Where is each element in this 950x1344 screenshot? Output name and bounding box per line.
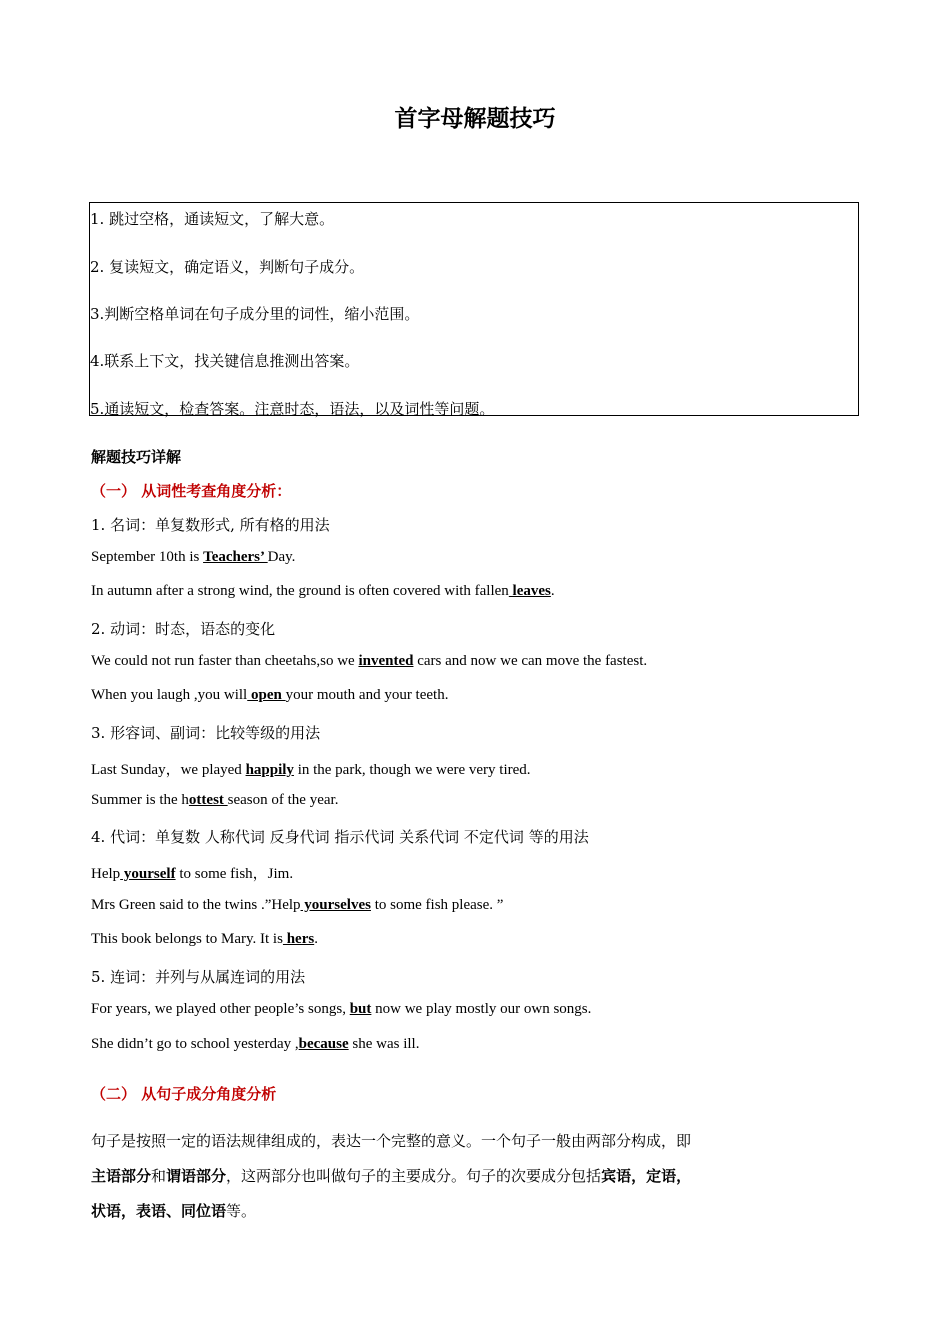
step-1: 1. 跳过空格，通读短文，了解大意。: [90, 210, 335, 228]
pron-example-2: [91, 897, 503, 914]
ex-pre: Mrs Green said to the twins .”Help: [91, 897, 301, 913]
ex-pre: We could not run faster than cheetahs,so we: [91, 653, 359, 669]
verb-example-2: [91, 687, 448, 704]
conj-label: 5. 连词：并列与从属连词的用法: [91, 968, 306, 986]
answer: yourselves: [300, 897, 371, 913]
ex-post: .: [314, 931, 318, 947]
term-predicate: 谓语部分: [166, 1167, 227, 1185]
answer: hers: [282, 931, 315, 947]
steps-box: [89, 202, 859, 416]
noun-label: 1. 名词：单复数形式, 所有格的用法: [91, 516, 330, 534]
ex-pre: For years, we played other people’s songs,: [91, 1001, 350, 1017]
answer: happily: [245, 762, 294, 778]
ex-post: your mouth and your teeth.: [285, 687, 449, 703]
conj-example-1: [91, 1001, 591, 1018]
part2-paragraph-line-1: 句子是按照一定的语法规律组成的，表达一个完整的意义。一个句子一般由两部分构成，即: [91, 1132, 692, 1150]
ex-post: to some fish，Jim.: [175, 866, 294, 882]
term-subject: 主语部分: [91, 1167, 152, 1185]
noun-example-1: [91, 549, 295, 566]
step-2: 2. 复读短文，确定语义，判断句子成分。: [90, 258, 365, 276]
pron-label: 4. 代词：单复数 人称代词 反身代词 指示代词 关系代词 不定代词 等的用法: [91, 828, 589, 846]
term-adverbial-etc: 状语，表语、同位语: [91, 1202, 227, 1220]
text: 等。: [226, 1202, 257, 1220]
ex-post: Day.: [267, 549, 296, 565]
part2-paragraph-line-2: [91, 1165, 691, 1186]
adj-example-2: [91, 792, 338, 809]
answer: leaves: [508, 583, 551, 599]
answer: yourself: [120, 866, 176, 882]
ex-pre: Summer is the h: [91, 792, 189, 808]
ex-post: in the park, though we were very tired.: [293, 762, 531, 778]
ex-post: season of the year.: [227, 792, 339, 808]
adj-label: 3. 形容词、副词：比较等级的用法: [91, 724, 321, 742]
ex-post: .: [550, 583, 555, 599]
answer: but: [349, 1001, 372, 1017]
ex-pre: Help: [91, 866, 121, 882]
ex-pre: Last Sunday，we played: [91, 762, 246, 778]
step-4: 4.联系上下文，找关键信息推测出答案。: [90, 352, 360, 370]
step-5: 5.通读短文，检查答案。注意时态，语法，以及词性等问题。: [90, 400, 495, 418]
text: ，这两部分也叫做句子的主要成分。句子的次要成分包括: [226, 1167, 602, 1185]
term-object-attribute: 宾语，定语，: [601, 1167, 692, 1185]
ex-pre: This book belongs to Mary. It is: [91, 931, 283, 947]
part2-paragraph-line-3: [91, 1200, 256, 1221]
conj-example-2: [91, 1036, 419, 1053]
ex-post: to some fish please. ”: [370, 897, 504, 913]
section-heading: 解题技巧详解: [91, 448, 182, 466]
answer: ottest: [188, 792, 228, 808]
page-title: 首字母解题技巧: [394, 106, 556, 132]
answer: because: [298, 1036, 349, 1052]
answer: open: [247, 687, 286, 703]
answer: invented: [358, 653, 414, 669]
ex-pre: In autumn after a strong wind, the ground is often covered with fallen: [91, 583, 509, 599]
pron-example-3: [91, 931, 318, 948]
ex-post: now we play mostly our own songs.: [371, 1001, 592, 1017]
answer: Teachers’: [203, 549, 268, 565]
verb-example-1: [91, 653, 647, 670]
text: 和: [151, 1167, 167, 1185]
noun-example-2: [91, 583, 555, 600]
verb-label: 2. 动词：时态，语态的变化: [91, 620, 276, 638]
part2-heading: （二） 从句子成分角度分析: [91, 1085, 277, 1103]
ex-pre: September 10th is: [91, 549, 204, 565]
ex-post: cars and now we can move the fastest.: [413, 653, 648, 669]
step-3: 3.判断空格单词在句子成分里的词性，缩小范围。: [90, 305, 420, 323]
ex-post: she was ill.: [348, 1036, 420, 1052]
pron-example-1: [91, 862, 293, 883]
ex-pre: She didn’t go to school yesterday ,: [91, 1036, 299, 1052]
ex-pre: When you laugh ,you will: [91, 687, 248, 703]
part1-heading: （一） 从词性考查角度分析：: [91, 482, 292, 500]
adj-example-1: [91, 758, 531, 779]
